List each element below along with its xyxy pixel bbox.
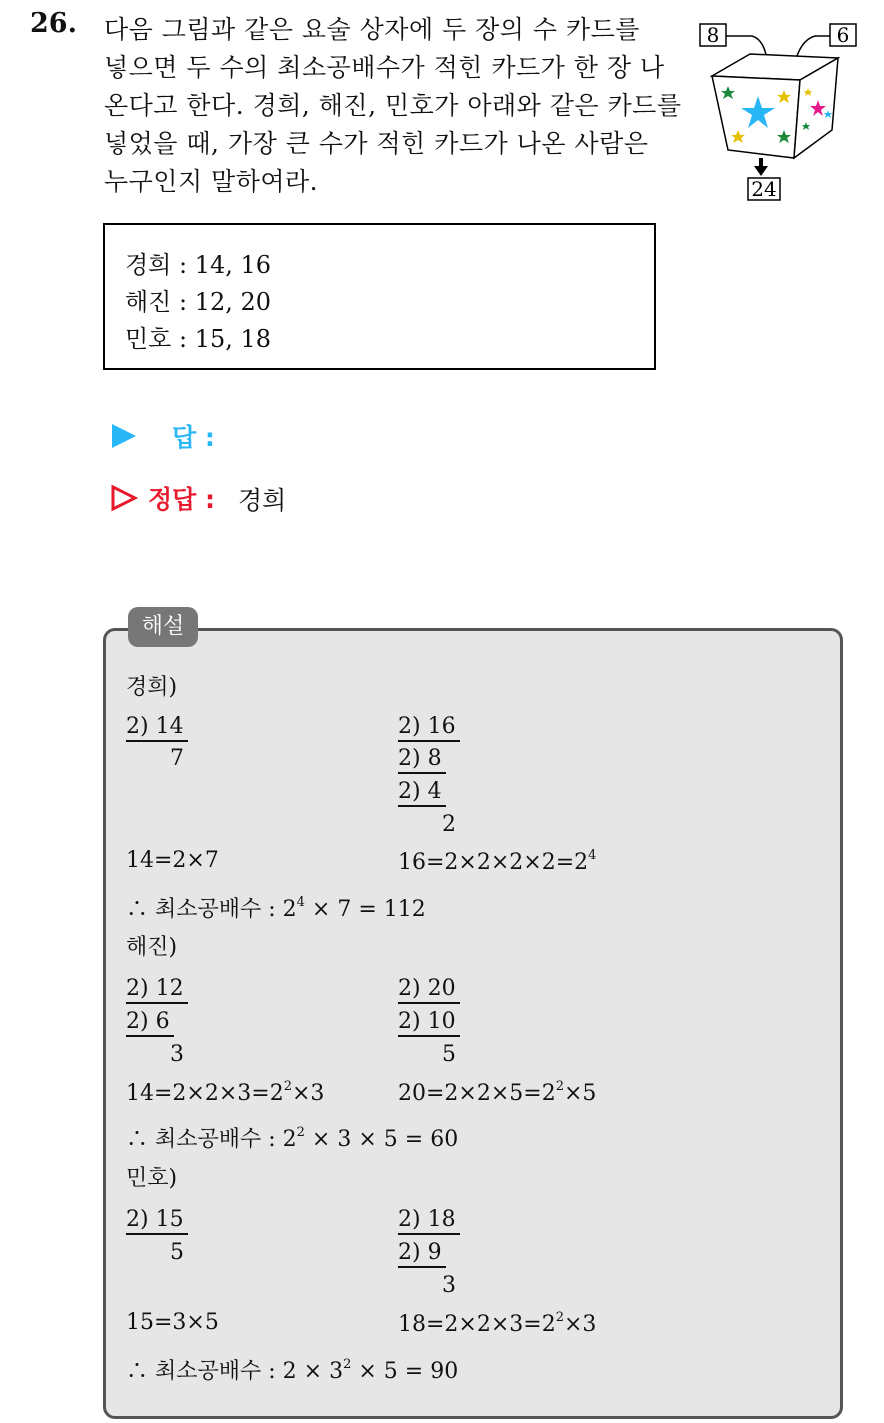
s3-lcm: ∴ 최소공배수 : $2 \times 3^2 \times 5 = 90$: [126, 1357, 459, 1384]
s1-right-step-1: 2) 16: [398, 714, 460, 742]
s2-left-step-1: 2) 12: [126, 976, 188, 1004]
given-box: [103, 223, 656, 370]
given-line-3: 민호 : 15, 18: [125, 325, 272, 353]
s3-name: 민호): [126, 1166, 178, 1191]
s2-name: 해진): [126, 935, 178, 960]
s2-eq-right: $20=2\times 2\times 5=2^2\times 5$: [398, 1079, 597, 1106]
question-line-4: 넣었을 때, 가장 큰 수가 적힌 카드가 나온 사람은: [104, 129, 649, 158]
magic-box-figure: [690, 18, 870, 208]
question-line-2: 넣으면 두 수의 최소공배수가 적힌 카드가 한 장 나: [104, 53, 665, 82]
s1-right-step-4: 2: [442, 812, 456, 837]
question-line-1: 다음 그림과 같은 요술 상자에 두 장의 수 카드를: [104, 15, 640, 44]
s2-right-step-2: 2) 10: [398, 1009, 460, 1037]
question-line-3: 온다고 한다. 경희, 해진, 민호가 아래와 같은 카드를: [104, 91, 682, 120]
s1-right-step-3: 2) 4: [398, 779, 446, 807]
s1-right-step-2: 2) 8: [398, 746, 446, 774]
s3-right-step-3: 3: [442, 1273, 456, 1298]
s1-eq-right: $16=2\times 2\times 2\times 2=2^4$: [398, 848, 597, 875]
correct-value: 경희: [238, 486, 287, 515]
s3-eq-right: $18=2\times 2\times 3=2^2\times 3$: [398, 1310, 597, 1337]
solution-box: [103, 628, 843, 1419]
card-left: 8: [706, 23, 720, 47]
s3-left-step-2: 5: [170, 1240, 184, 1265]
arrow-out-icon: [754, 166, 768, 176]
s2-lcm: ∴ 최소공배수 : $2^2 \times 3 \times 5 = 60$: [126, 1125, 459, 1152]
s2-right-step-1: 2) 20: [398, 976, 460, 1004]
answer-label: 답 :: [172, 423, 215, 452]
s2-right-step-3: 5: [442, 1042, 456, 1067]
given-line-1: 경희 : 14, 16: [125, 251, 272, 279]
s1-left-step-2: 7: [170, 746, 184, 771]
s3-left-step-1: 2) 15: [126, 1207, 188, 1235]
card-right: 6: [836, 23, 850, 47]
s2-eq-left: $14=2\times 2\times 3=2^2\times 3$: [126, 1079, 325, 1106]
answer-triangle-icon: [112, 424, 136, 448]
s1-name: 경희): [126, 675, 178, 700]
s1-lcm: ∴ 최소공배수 : $2^4 \times 7 = 112$: [126, 895, 426, 922]
correct-triangle-icon: [110, 484, 138, 512]
solution-tab: 해설: [128, 607, 198, 647]
s3-right-step-1: 2) 18: [398, 1207, 460, 1235]
s2-left-step-3: 3: [170, 1042, 184, 1067]
question-line-5: 누구인지 말하여라.: [104, 167, 319, 196]
s1-left-step-1: 2) 14: [126, 714, 188, 742]
question-number: 26.: [30, 8, 77, 39]
given-line-2: 해진 : 12, 20: [125, 288, 272, 316]
card-out: 24: [751, 177, 777, 201]
s2-left-step-2: 2) 6: [126, 1009, 174, 1037]
s3-eq-left: 15=3×5: [126, 1310, 219, 1335]
correct-label: 정답 :: [148, 485, 216, 514]
s3-right-step-2: 2) 9: [398, 1240, 446, 1268]
s1-eq-left: 14=2×7: [126, 848, 219, 873]
